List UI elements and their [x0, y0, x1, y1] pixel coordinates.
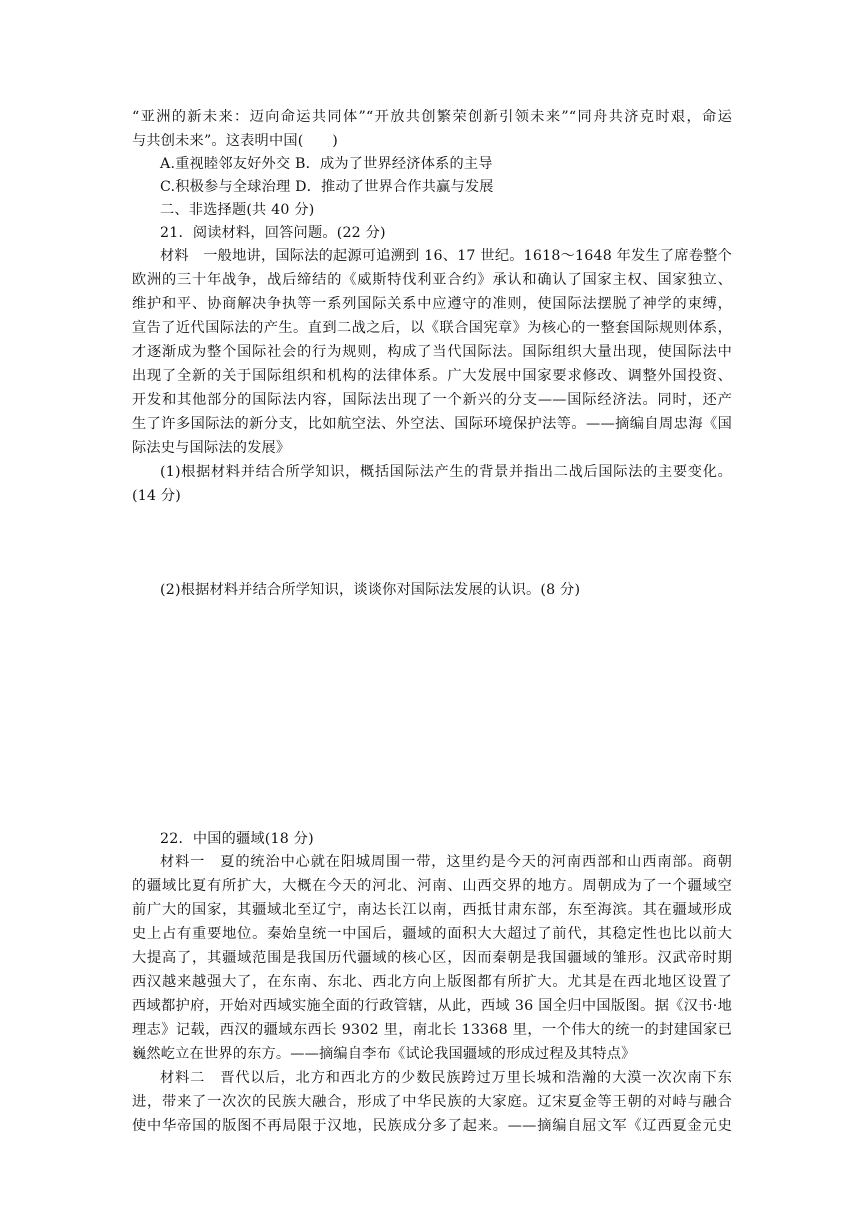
q22-material2-line: 材料二 晋代以后，北方和西北方的少数民族跨过万里长城和浩瀚的大漠一次次南下东	[160, 1070, 732, 1086]
q22-material2-line: 进，带来了一次次的民族大融合，形成了中华民族的大家庭。辽宋夏金等王朝的对峙与融合	[132, 1094, 732, 1110]
q21-material-line: 欧洲的三十年战争，战后缔结的《威斯特伐利亚合约》承认和确认了国家主权、国家独立、	[132, 272, 732, 288]
q22-material1-line: 大提高了，其疆域范围是我国历代疆域的核心区，因而秦朝是我国疆域的雏形。汉武帝时期	[132, 950, 732, 966]
q22-intro: 22．中国的疆域(18 分)	[160, 831, 314, 847]
q20-option-line: A.重视睦邻友好外交 B．成为了世界经济体系的主导	[160, 156, 493, 172]
q22-material1-line: 西汉越来越强大了，在东南、东北、西北方向上版图都有所扩大。尤其是在西北地区设置了	[132, 974, 732, 990]
q22-material2-line: 使中华帝国的版图不再局限于汉地，民族成分多了起来。——摘编自屈文军《辽西夏金元史	[132, 1118, 732, 1134]
q20-stem-line: 与共创未来”。这表明中国( )	[132, 133, 338, 149]
q21-material-line: 宣告了近代国际法的产生。直到二战之后，以《联合国宪章》为核心的一整套国际规则体系，	[132, 320, 732, 336]
section-title: 二、非选择题(共 40 分)	[160, 202, 315, 218]
q21-material-line: 际法史与国际法的发展》	[132, 440, 291, 456]
q22-material1-line: 西域都护府，开始对西域实施全面的行政管辖，从此，西域 36 国全归中国版图。据《汉书·地	[132, 998, 732, 1014]
q21-material-line: 才逐渐成为整个国际社会的行为规则，构成了当代国际法。国际组织大量出现，使国际法中	[132, 344, 732, 360]
q20-stem-line: “亚洲的新未来：迈向命运共同体”“开放共创繁荣创新引领未来”“同舟共济克时艰，命运	[132, 109, 732, 125]
q21-sub2: (2)根据材料并结合所学知识，谈谈你对国际法发展的认识。(8 分)	[160, 582, 581, 598]
q21-material-line: 维护和平、协商解决争执等一系列国际关系中应遵守的准则，使国际法摆脱了神学的束缚，	[132, 296, 732, 312]
q21-material-line: 生了许多国际法的新分支，比如航空法、外空法、国际环境保护法等。——摘编自周忠海《国	[132, 416, 732, 432]
q22-material1-line: 的疆域比夏有所扩大，大概在今天的河北、河南、山西交界的地方。周朝成为了一个疆域空	[132, 878, 732, 894]
q21-intro: 21．阅读材料，回答问题。(22 分)	[160, 225, 386, 241]
q21-sub1: (1)根据材料并结合所学知识，概括国际法产生的背景并指出二战后国际法的主要变化。	[160, 464, 732, 480]
q21-material-line: 材料 一般地讲，国际法的起源可追溯到 16、17 世纪。1618～1648 年发生了席卷整个	[160, 248, 732, 264]
q21-material-line: 出现了全新的关于国际组织和机构的法律体系。广大发展中国家要求修改、调整外国投资、	[132, 368, 732, 384]
q22-material1-line: 材料一 夏的统治中心就在阳城周围一带，这里约是今天的河南西部和山西南部。商朝	[160, 854, 732, 870]
q22-material1-line: 理志》记载，西汉的疆域东西长 9302 里，南北长 13368 里，一个伟大的统一的封建国家已	[132, 1022, 732, 1038]
q22-material1-line: 史上占有重要地位。秦始皇统一中国后，疆域的面积大大超过了前代，其稳定性也比以前大	[132, 926, 732, 942]
q22-material1-line: 巍然屹立在世界的东方。——摘编自李布《试论我国疆域的形成过程及其特点》	[132, 1046, 636, 1062]
q21-sub1-score: (14 分)	[132, 488, 182, 504]
q22-material1-line: 前广大的国家，其疆域北至辽宁，南达长江以南，西抵甘肃东部，东至海滨。其在疆域形成	[132, 902, 732, 918]
q21-material-line: 开发和其他部分的国际法内容，国际法出现了一个新兴的分支——国际经济法。同时，还产	[132, 392, 732, 408]
q20-option-line: C.积极参与全球治理 D．推动了世界合作共赢与发展	[160, 179, 494, 195]
